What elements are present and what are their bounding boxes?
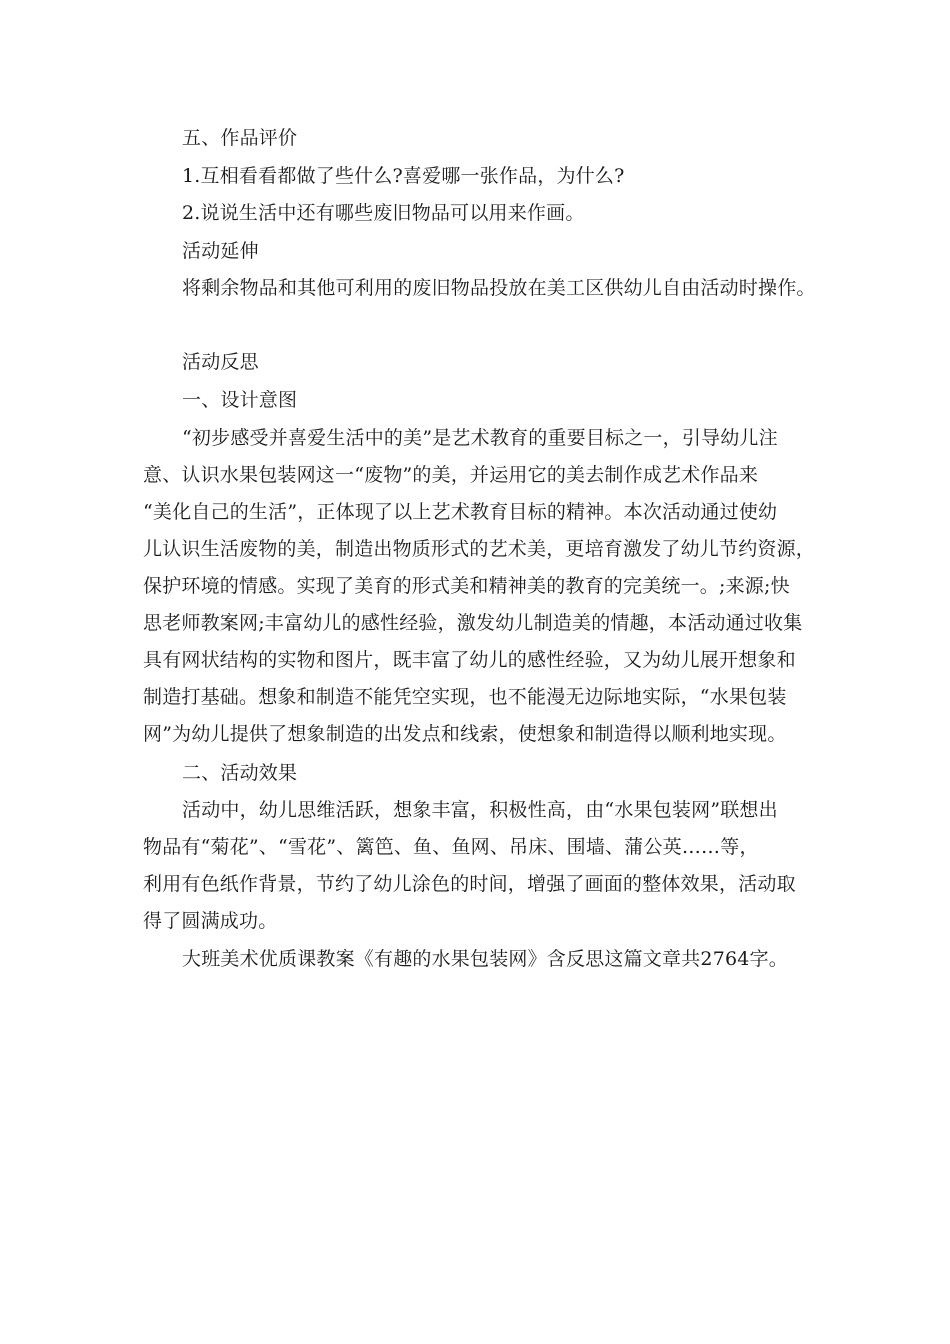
- extension-paragraph: 将剩余物品和其他可利用的废旧物品投放在美工区供幼儿自由活动时操作。: [182, 277, 816, 299]
- effect-paragraph-line: 利用有色纸作背景，节约了幼儿涂色的时间，增强了画面的整体效果，活动取: [143, 873, 796, 895]
- design-paragraph-line: “美化自己的生活”，正体现了以上艺术教育目标的精神。本次活动通过使幼: [143, 501, 778, 523]
- effect-paragraph-line: 得了圆满成功。: [143, 910, 278, 932]
- effect-paragraph-line: 物品有“菊花”、“雪花”、篱笆、鱼、鱼网、吊床、围墙、蒲公英……等，: [143, 836, 759, 858]
- design-paragraph-line: 意、认识水果包装网这一“废物”的美，并运用它的美去制作成艺术作品来: [143, 464, 759, 486]
- evaluation-item-1: 1.互相看看都做了些什么?喜爱哪一张作品，为什么?: [182, 165, 625, 187]
- design-paragraph-line: 制造打基础。想象和制造不能凭空实现，也不能漫无边际地实际，“水果包装: [143, 686, 787, 708]
- effect-paragraph-line: 活动中，幼儿思维活跃，想象丰富，积极性高，由“水果包装网”联想出: [182, 799, 778, 821]
- design-paragraph-line: 儿认识生活废物的美，制造出物质形式的艺术美，更培育激发了幼儿节约资源，: [143, 538, 816, 560]
- design-paragraph-line: 保护环境的情感。实现了美育的形式美和精神美的教育的完美统一。;来源;快: [143, 575, 790, 597]
- subheading-activity-effect: 二、活动效果: [182, 762, 298, 784]
- section-heading-reflection: 活动反思: [182, 351, 259, 373]
- design-paragraph-line: 网”为幼儿提供了想象制造的出发点和线索，使想象和制造得以顺利地实现。: [143, 723, 787, 745]
- evaluation-item-2: 2.说说生活中还有哪些废旧物品可以用来作画。: [182, 202, 585, 224]
- section-heading-evaluation: 五、作品评价: [182, 127, 298, 149]
- article-word-count-note: 大班美术优质课教案《有趣的水果包装网》含反思这篇文章共2764字。: [182, 948, 788, 970]
- subheading-design-intent: 一、设计意图: [182, 389, 298, 411]
- section-heading-extension: 活动延伸: [182, 240, 259, 262]
- design-paragraph-line: 具有网状结构的实物和图片，既丰富了幼儿的感性经验，又为幼儿展开想象和: [143, 649, 796, 671]
- design-paragraph-line: 思老师教案网;丰富幼儿的感性经验，激发幼儿制造美的情趣，本活动通过收集: [143, 612, 803, 634]
- design-paragraph-line: “初步感受并喜爱生活中的美”是艺术教育的重要目标之一，引导幼儿注: [182, 427, 778, 449]
